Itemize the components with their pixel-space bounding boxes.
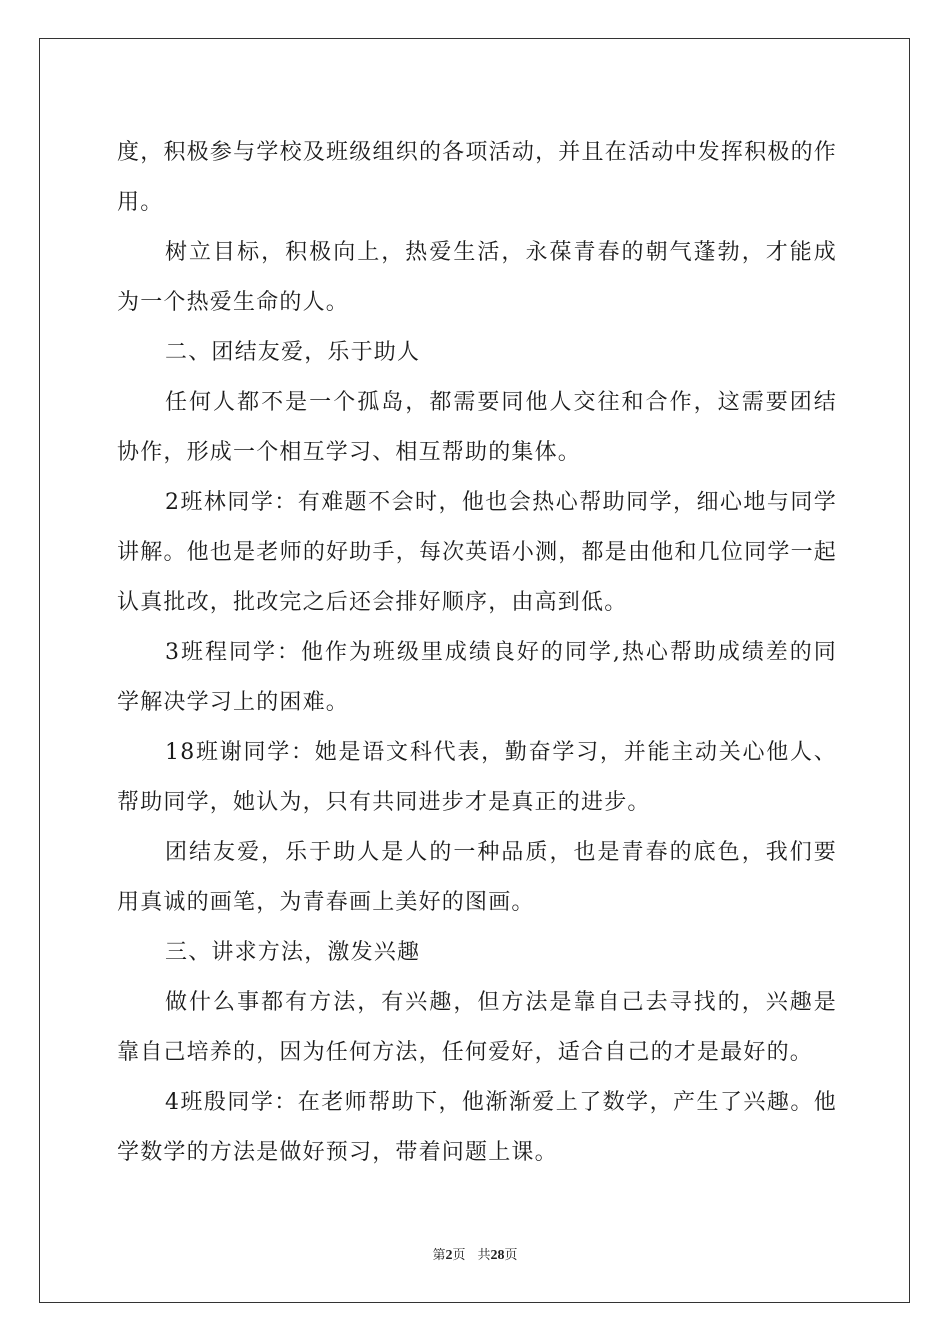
page-footer [0,1247,950,1265]
paragraph-5: 3班程同学：他作为班级里成绩良好的同学,热心帮助成绩差的同学解决学习上的困难。 [117,640,837,715]
footer-total-suffix: 页 [504,1248,518,1263]
paragraph-1: 度，积极参与学校及班级组织的各项活动，并且在活动中发挥积极的作用。 [117,140,837,215]
paragraph-6: 18班谢同学：她是语文科代表，勤奋学习，并能主动关心他人、帮助同学，她认为，只有共同进步才是真正的进步。 [117,740,837,815]
footer-prefix: 第 [432,1248,446,1263]
section-heading-2: 二、团结友爱，乐于助人 [165,340,421,365]
footer-page-suffix: 页 [452,1248,466,1263]
paragraph-3: 任何人都不是一个孤岛，都需要同他人交往和合作，这需要团结协作，形成一个相互学习、相互帮助的集体。 [117,390,837,465]
current-page-number: 2 [445,1248,453,1263]
paragraph-2: 树立目标，积极向上，热爱生活，永葆青春的朝气蓬勃，才能成为一个热爱生命的人。 [117,240,837,315]
paragraph-9: 4班殷同学：在老师帮助下，他渐渐爱上了数学，产生了兴趣。他学数学的方法是做好预习，带着问题上课。 [117,1090,837,1165]
total-page-count: 28 [490,1248,505,1263]
paragraph-8: 做什么事都有方法，有兴趣，但方法是靠自己去寻找的，兴趣是靠自己培养的，因为任何方法，任何爱好，适合自己的才是最好的。 [117,990,837,1065]
paragraph-7: 团结友爱，乐于助人是人的一种品质，也是青春的底色，我们要用真诚的画笔，为青春画上美好的图画。 [117,840,837,915]
document-body [117,128,837,1178]
paragraph-4: 2班林同学：有难题不会时，他也会热心帮助同学，细心地与同学讲解。他也是老师的好助手，每次英语小测，都是由他和几位同学一起认真批改，批改完之后还会排好顺序，由高到低。 [117,490,837,615]
footer-total-prefix: 共 [477,1248,491,1263]
section-heading-3: 三、讲求方法，激发兴趣 [165,940,421,965]
